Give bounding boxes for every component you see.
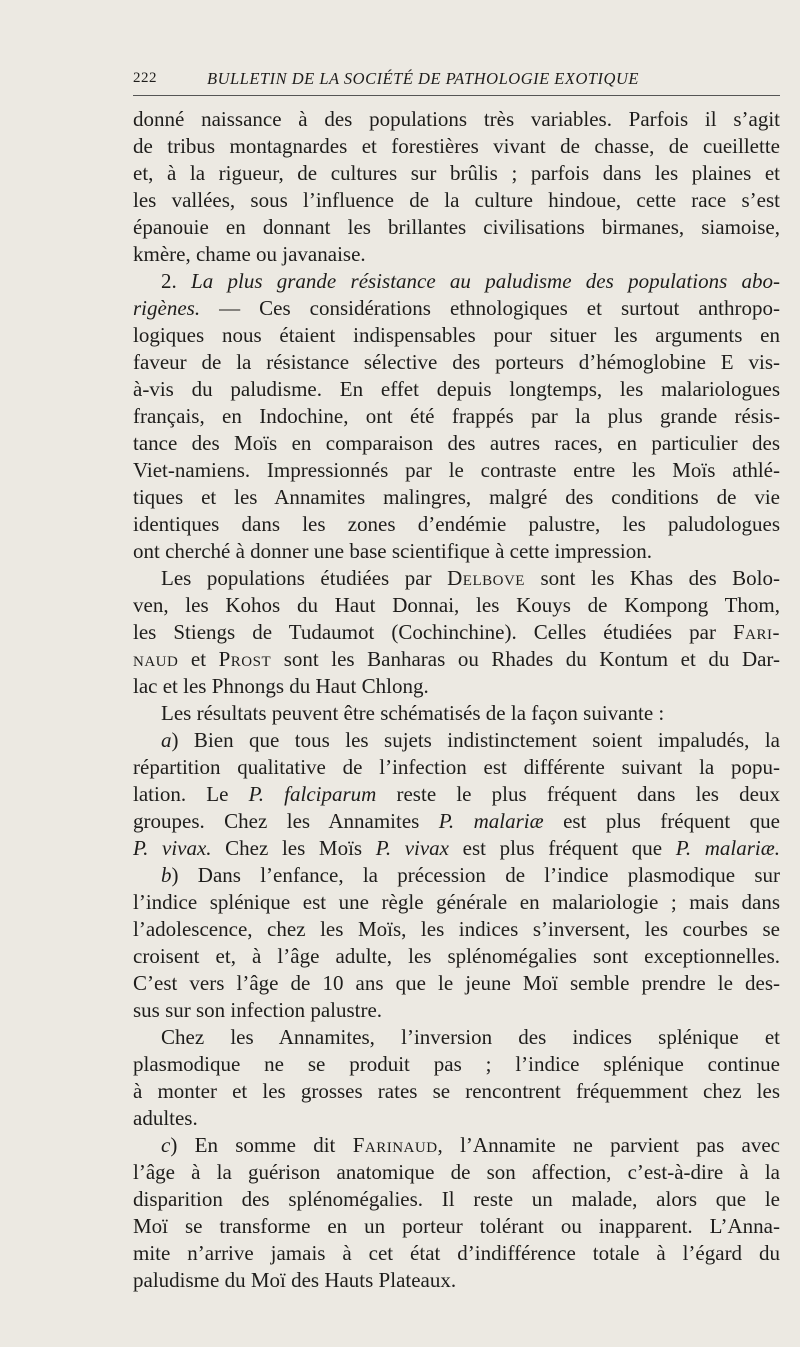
text-line: à-vis du paludisme. En effet depuis longtemps, les malariologues: [133, 377, 780, 401]
text-line: et, à la rigueur, de cultures sur brûlis ; parfois dans les plaines et: [133, 161, 780, 185]
text-line: naud et Prost sont les Banharas ou Rhades du Kontum et du Dar-: [133, 647, 780, 671]
text-line: lation. Le P. falciparum reste le plus fréquent dans les deux: [133, 782, 780, 806]
text-line: groupes. Chez les Annamites P. malariæ est plus fréquent que: [133, 809, 780, 833]
text-line: ont cherché à donner une base scientifique à cette impression.: [133, 539, 652, 563]
page-number: 222: [133, 70, 157, 86]
text-line: ven, les Kohos du Haut Donnai, les Kouys de Kompong Thom,: [133, 593, 780, 617]
text-line: adultes.: [133, 1106, 198, 1130]
text-line: Les résultats peuvent être schématisés de la façon suivante :: [161, 701, 665, 725]
text-line: l’adolescence, chez les Moïs, les indices s’inversent, les courbes se: [133, 917, 780, 941]
header-rule: [133, 95, 780, 96]
section-heading-line: 2. La plus grande résistance au paludisme des populations abo-: [161, 269, 781, 293]
text-line: logiques nous étaient indispensables pour situer les arguments en: [133, 323, 780, 347]
text-line: paludisme du Moï des Hauts Plateaux.: [133, 1268, 457, 1292]
body-text: [133, 106, 780, 1294]
text-line: C’est vers l’âge de 10 ans que le jeune Moï semble prendre le des-: [133, 971, 780, 995]
text-line: tance des Moïs en comparaison des autres races, en particulier des: [133, 431, 780, 455]
text-line: b) Dans l’enfance, la précession de l’indice plasmodique sur: [161, 863, 780, 887]
text-line: sus sur son infection palustre.: [133, 998, 383, 1022]
text-line: kmère, chame ou javanaise.: [133, 242, 366, 266]
text-line: Les populations étudiées par Delbove sont les Khas des Bolo-: [161, 566, 780, 590]
text-line: c) En somme dit Farinaud, l’Annamite ne parvient pas avec: [161, 1133, 781, 1157]
text-line: lac et les Phnongs du Haut Chlong.: [133, 674, 429, 698]
text-line: mite n’arrive jamais à cet état d’indifférence totale à l’égard du: [133, 1241, 780, 1265]
text-line: Chez les Annamites, l’inversion des indices splénique et: [161, 1025, 780, 1049]
running-title: BULLETIN DE LA SOCIÉTÉ DE PATHOLOGIE EXOTIQUE: [207, 69, 639, 88]
text-line: tiques et les Annamites malingres, malgré des conditions de vie: [133, 485, 780, 509]
text-line: croisent et, à l’âge adulte, les splénomégalies sont exceptionnelles.: [133, 944, 780, 968]
text-line: donné naissance à des populations très variables. Parfois il s’agit: [133, 107, 780, 131]
text-line: français, en Indochine, ont été frappés par la plus grande résis-: [133, 404, 780, 428]
running-header: [133, 66, 780, 92]
text-line: identiques dans les zones d’endémie palustre, les paludologues: [133, 512, 780, 536]
text-line: les Stiengs de Tudaumot (Cochinchine). Celles étudiées par Fari-: [133, 620, 780, 644]
text-line: l’âge à la guérison anatomique de son affection, c’est-à-dire à la: [133, 1160, 780, 1184]
text-line: disparition des splénomégalies. Il reste un malade, alors que le: [133, 1187, 780, 1211]
text-line: épanouie en donnant les brillantes civilisations birmanes, siamoise,: [133, 215, 780, 239]
text-line: rigènes. — Ces considérations ethnologiques et surtout anthropo-: [133, 296, 780, 320]
text-line: Moï se transforme en un porteur tolérant ou inapparent. L’Anna-: [133, 1214, 780, 1238]
text-line: les vallées, sous l’influence de la culture hindoue, cette race s’est: [133, 188, 780, 212]
text-line: à monter et les grosses rates se rencontrent fréquemment chez les: [133, 1079, 780, 1103]
text-line: répartition qualitative de l’infection est différente suivant la popu-: [133, 755, 780, 779]
text-line: Viet-namiens. Impressionnés par le contraste entre les Moïs athlé-: [133, 458, 780, 482]
text-line: a) Bien que tous les sujets indistinctement soient impaludés, la: [161, 728, 780, 752]
text-line: P. vivax. Chez les Moïs P. vivax est plus fréquent que P. malariæ.: [133, 836, 781, 860]
text-line: faveur de la résistance sélective des porteurs d’hémoglobine E vis-: [133, 350, 780, 374]
text-line: plasmodique ne se produit pas ; l’indice splénique continue: [133, 1052, 780, 1076]
text-line: de tribus montagnardes et forestières vivant de chasse, de cueillette: [133, 134, 780, 158]
text-line: l’indice splénique est une règle générale en malariologie ; mais dans: [133, 890, 780, 914]
